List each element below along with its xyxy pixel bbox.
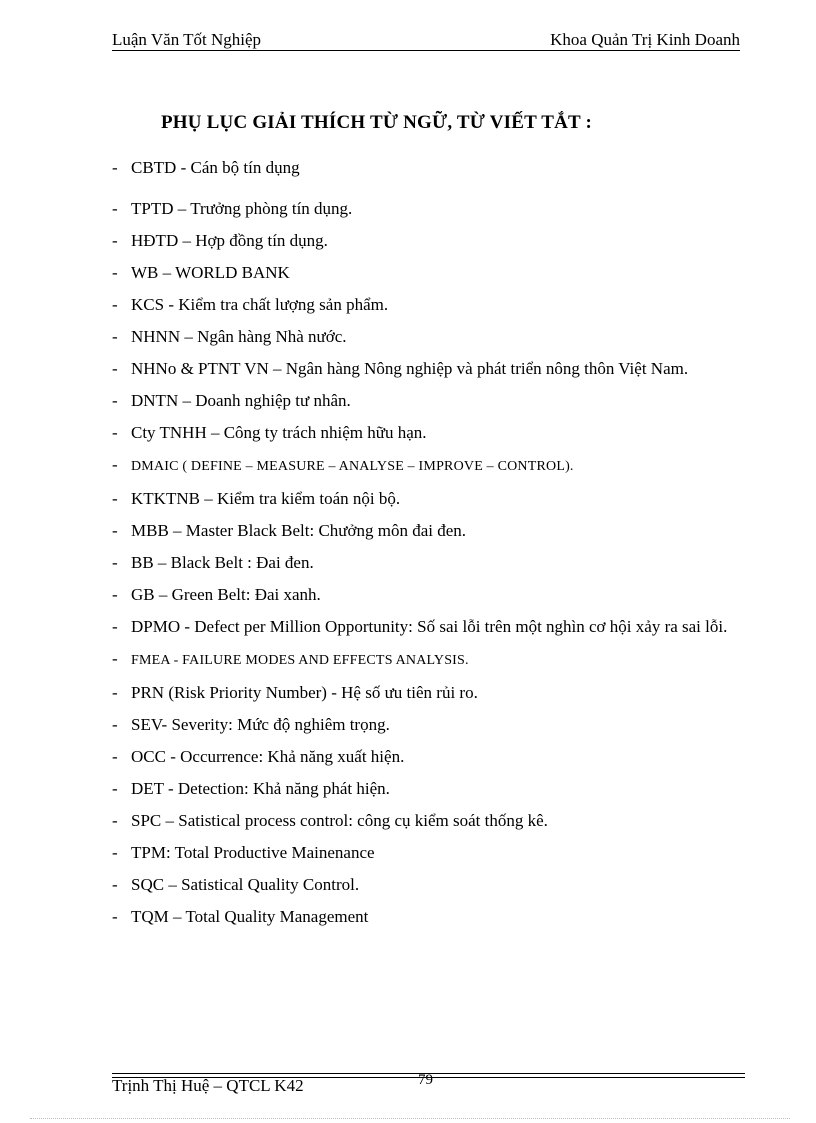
list-item [112, 901, 740, 933]
bullet-dash: - [112, 617, 118, 636]
bullet-dash: - [112, 391, 118, 410]
list-item [112, 643, 740, 677]
list-item [112, 449, 740, 483]
bullet-dash: - [112, 263, 118, 282]
list-item-text: OCC - Occurrence: Khả năng xuất hiện. [131, 747, 405, 766]
bullet-dash: - [112, 779, 118, 798]
list-item-text: GB – Green Belt: Đai xanh. [131, 585, 321, 604]
list-item-text: NHNN – Ngân hàng Nhà nước. [131, 327, 347, 346]
bullet-dash: - [112, 811, 118, 830]
header-left-text: Luận Văn Tốt Nghiệp [112, 30, 262, 49]
bullet-dash: - [112, 295, 118, 314]
list-item-text: TPM: Total Productive Mainenance [131, 843, 375, 862]
bullet-dash: - [112, 875, 118, 894]
abbreviation-list [112, 152, 740, 933]
list-item [112, 741, 740, 773]
list-item-text: FMEA - FAILURE MODES AND EFFECTS ANALYSIS. [131, 653, 469, 668]
list-item [112, 709, 740, 741]
list-item [112, 547, 740, 579]
bullet-dash: - [112, 158, 118, 177]
list-item-text: NHNo & PTNT VN – Ngân hàng Nông nghiệp và phát triển nông thôn Việt Nam. [131, 359, 689, 378]
list-item-text: KCS - Kiểm tra chất lượng sản phẩm. [131, 295, 389, 314]
list-item [112, 837, 740, 869]
bullet-dash: - [112, 521, 118, 540]
page-number: 79 [418, 1072, 433, 1088]
footer-author: Trịnh Thị Huệ – QTCL K42 [112, 1076, 304, 1095]
bullet-dash: - [112, 747, 118, 766]
list-item [112, 869, 740, 901]
list-item [112, 611, 740, 643]
list-item-text: DPMO - Defect per Million Opportunity: Số sai lỗi trên một nghìn cơ hội xảy ra sai lỗi. [131, 617, 728, 636]
list-item-text: KTKTNB – Kiểm tra kiểm toán nội bộ. [131, 489, 401, 508]
list-item-text: Cty TNHH – Công ty trách nhiệm hữu hạn. [131, 423, 427, 442]
list-item [112, 805, 740, 837]
list-item-text: DNTN – Doanh nghiệp tư nhân. [131, 391, 351, 410]
list-item [112, 225, 740, 257]
list-item [112, 385, 740, 417]
bullet-dash: - [112, 683, 118, 702]
bullet-dash: - [112, 907, 118, 926]
list-item-text: PRN (Risk Priority Number) - Hệ số ưu tiên rủi ro. [131, 683, 478, 702]
list-item-text: DMAIC ( DEFINE – MEASURE – ANALYSE – IMPROVE – CONTROL). [131, 459, 574, 474]
bullet-dash: - [112, 423, 118, 442]
bullet-dash: - [112, 489, 118, 508]
list-item [112, 483, 740, 515]
list-item [112, 773, 740, 805]
list-item [112, 257, 740, 289]
bullet-dash: - [112, 553, 118, 572]
list-item-text: CBTD - Cán bộ tín dụng [131, 158, 300, 177]
list-item [112, 579, 740, 611]
list-item-text: BB – Black Belt : Đai đen. [131, 553, 314, 572]
list-item-text: SQC – Satistical Quality Control. [131, 875, 360, 894]
list-item-text: SEV- Severity: Mức độ nghiêm trọng. [131, 715, 390, 734]
list-item [112, 417, 740, 449]
list-item [112, 677, 740, 709]
bullet-dash: - [112, 455, 118, 474]
list-item [112, 321, 740, 353]
bullet-dash: - [112, 715, 118, 734]
list-item-text: HĐTD – Hợp đồng tín dụng. [131, 231, 328, 250]
list-item-text: WB – WORLD BANK [131, 263, 290, 282]
bullet-dash: - [112, 199, 118, 218]
list-item [112, 152, 740, 184]
list-item [112, 289, 740, 321]
list-item-text: SPC – Satistical process control: công cụ kiểm soát thống kê. [131, 811, 548, 830]
list-item [112, 353, 740, 385]
list-item [112, 193, 740, 225]
bullet-dash: - [112, 843, 118, 862]
list-item-text: MBB – Master Black Belt: Chưởng môn đai đen. [131, 521, 467, 540]
bullet-dash: - [112, 359, 118, 378]
bullet-dash: - [112, 327, 118, 346]
bullet-dash: - [112, 649, 118, 668]
header-right-text: Khoa Quản Trị Kinh Doanh [550, 30, 740, 49]
page-header [112, 28, 740, 51]
list-item-text: DET - Detection: Khả năng phát hiện. [131, 779, 390, 798]
bullet-dash: - [112, 231, 118, 250]
list-item-text: TQM – Total Quality Management [131, 907, 369, 926]
list-item-text: TPTD – Trưởng phòng tín dụng. [131, 199, 353, 218]
page-title: PHỤ LỤC GIẢI THÍCH TỪ NGỮ, TỪ VIẾT TẮT : [161, 112, 593, 133]
bullet-dash: - [112, 585, 118, 604]
list-item [112, 515, 740, 547]
page-bottom-dotted-border [30, 1118, 790, 1119]
